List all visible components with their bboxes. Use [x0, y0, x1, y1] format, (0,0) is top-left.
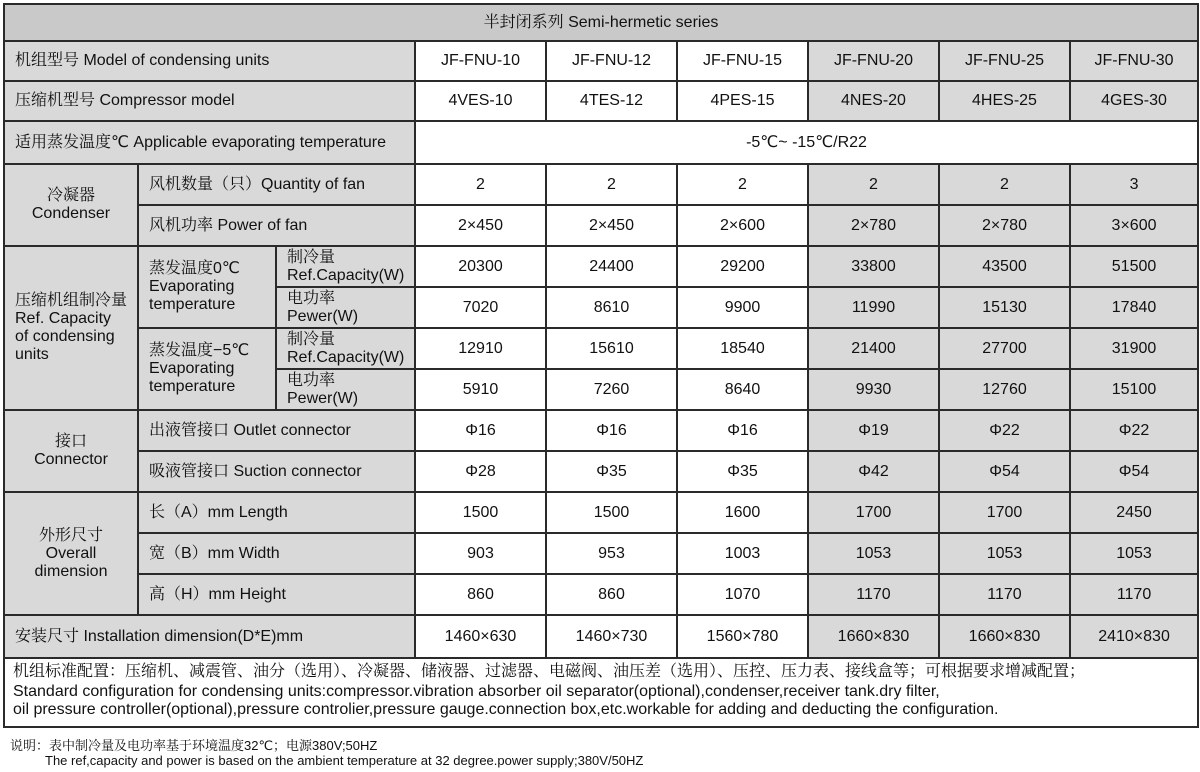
height-cell: 1070 [677, 574, 808, 615]
table-row [4, 658, 1198, 727]
row-label-width: 宽（B）mm Width [138, 533, 415, 574]
capacity-label-en3: units [15, 346, 49, 363]
ref0-cell: 29200 [677, 246, 808, 287]
row-label-height: 高（H）mm Height [138, 574, 415, 615]
fan-qty-cell: 3 [1070, 164, 1198, 205]
ref0-cell: 33800 [808, 246, 939, 287]
ref-label-en: Ref.Capacity(W) [287, 266, 405, 284]
temp0-label-en1: Evaporating [149, 278, 235, 295]
temp5-label-cn: 蒸发温度−5℃ [149, 342, 250, 359]
ref-capacity-label [276, 246, 415, 287]
table-row [4, 451, 1198, 492]
row-label-fan-qty: 风机数量（只）Quantity of fan [138, 164, 415, 205]
height-cell: 860 [546, 574, 677, 615]
fan-qty-cell: 2 [808, 164, 939, 205]
fan-power-cell: 2×450 [546, 205, 677, 246]
width-cell: 1053 [939, 533, 1070, 574]
model-cell: JF-FNU-20 [808, 41, 939, 81]
install-cell: 2410×830 [1070, 615, 1198, 658]
model-cell: JF-FNU-12 [546, 41, 677, 81]
install-cell: 1560×780 [677, 615, 808, 658]
length-cell: 1600 [677, 492, 808, 533]
fan-power-cell: 2×780 [808, 205, 939, 246]
suction-cell: Φ42 [808, 451, 939, 492]
outlet-cell: Φ22 [1070, 410, 1198, 451]
condenser-label-en: Condenser [31, 205, 111, 222]
table-row [4, 81, 1198, 121]
table-row [4, 246, 1198, 287]
group-label-capacity [4, 246, 138, 410]
model-cell: JF-FNU-10 [415, 41, 546, 81]
compressor-cell: 4PES-15 [677, 81, 808, 121]
pow0-cell: 17840 [1070, 287, 1198, 328]
pow-label-cn: 电功率 [287, 371, 336, 389]
model-cell: JF-FNU-25 [939, 41, 1070, 81]
pow0-cell: 8610 [546, 287, 677, 328]
table-row [4, 574, 1198, 615]
pow0-cell: 7020 [415, 287, 546, 328]
standard-config-en2: oil pressure controller(optional),pressure controlier,pressure gauge.connection box,etc.workable for adding and deducting the configuration. [13, 701, 999, 718]
footnote-en: The ref,capacity and power is based on the ambient temperature at 32 degree.power supply;380V/50HZ [45, 753, 644, 768]
standard-config [4, 658, 1198, 727]
length-cell: 1500 [415, 492, 546, 533]
table-row [4, 164, 1198, 205]
model-cell: JF-FNU-15 [677, 41, 808, 81]
connector-label-cn: 接口 [54, 433, 87, 450]
compressor-cell: 4GES-30 [1070, 81, 1198, 121]
capacity-label-cn: 压缩机组制冷量 [15, 292, 128, 309]
suction-cell: Φ54 [1070, 451, 1198, 492]
capacity-label-en2: of condensing [15, 328, 115, 345]
row-label-outlet: 出液管接口 Outlet connector [138, 410, 415, 451]
pow-label-en: Pewer(W) [287, 307, 359, 325]
pow-label-cn: 电功率 [287, 289, 336, 307]
pow0-cell: 9900 [677, 287, 808, 328]
suction-cell: Φ28 [415, 451, 546, 492]
ref-capacity-label [276, 328, 415, 369]
temp0-label-cn: 蒸发温度0℃ [149, 260, 240, 277]
model-cell: JF-FNU-30 [1070, 41, 1198, 81]
standard-config-en1: Standard configuration for condensing units:compressor.vibration absorber oil separator(optional),condenser,receiver tank.dry filter, [13, 683, 940, 700]
length-cell: 1700 [808, 492, 939, 533]
ref-label-cn: 制冷量 [287, 330, 336, 348]
row-label-compressor: 压缩机型号 Compressor model [4, 81, 415, 121]
install-cell: 1660×830 [808, 615, 939, 658]
table-row [4, 492, 1198, 533]
ref0-cell: 24400 [546, 246, 677, 287]
height-cell: 1170 [939, 574, 1070, 615]
row-label-evap-temp: 适用蒸发温度℃ Applicable evaporating temperature [4, 121, 415, 164]
evap-temp-0-label [138, 246, 276, 328]
pow5-cell: 15100 [1070, 369, 1198, 410]
temp5-label-en2: temperature [149, 378, 236, 395]
dimension-label-cn: 外形尺寸 [38, 526, 103, 544]
fan-power-cell: 2×600 [677, 205, 808, 246]
pow5-cell: 8640 [677, 369, 808, 410]
ref0-cell: 20300 [415, 246, 546, 287]
ref5-cell: 21400 [808, 328, 939, 369]
group-label-dimension [4, 492, 138, 615]
spec-table [3, 3, 1199, 728]
row-label-model: 机组型号 Model of condensing units [4, 41, 415, 81]
footnote [10, 738, 643, 768]
row-label-suction: 吸液管接口 Suction connector [138, 451, 415, 492]
dimension-label-en2: dimension [34, 562, 108, 580]
install-cell: 1660×830 [939, 615, 1070, 658]
pow5-cell: 12760 [939, 369, 1070, 410]
ref5-cell: 18540 [677, 328, 808, 369]
group-label-connector [4, 410, 138, 492]
evap-temp-value: -5℃~ -15℃/R22 [415, 121, 1198, 164]
outlet-cell: Φ16 [415, 410, 546, 451]
pow5-cell: 9930 [808, 369, 939, 410]
ref-label-en: Ref.Capacity(W) [287, 348, 405, 366]
ref5-cell: 15610 [546, 328, 677, 369]
pow5-cell: 7260 [546, 369, 677, 410]
ref-label-cn: 制冷量 [287, 248, 336, 266]
table-row [4, 121, 1198, 164]
pow-label-en: Pewer(W) [287, 389, 359, 407]
height-cell: 1170 [1070, 574, 1198, 615]
ref0-cell: 51500 [1070, 246, 1198, 287]
table-title: 半封闭系列 Semi-hermetic series [4, 4, 1198, 41]
outlet-cell: Φ22 [939, 410, 1070, 451]
width-cell: 953 [546, 533, 677, 574]
width-cell: 903 [415, 533, 546, 574]
temp5-label-en1: Evaporating [149, 360, 235, 377]
fan-qty-cell: 2 [546, 164, 677, 205]
compressor-cell: 4TES-12 [546, 81, 677, 121]
connector-label-en: Connector [34, 451, 108, 468]
fan-power-cell: 2×780 [939, 205, 1070, 246]
table-row [4, 205, 1198, 246]
fan-qty-cell: 2 [415, 164, 546, 205]
fan-qty-cell: 2 [677, 164, 808, 205]
capacity-label-en1: Ref. Capacity [15, 310, 112, 327]
footnote-cn: 说明：表中制冷量及电功率基于环境温度32℃；电源380V;50HZ [10, 738, 378, 753]
width-cell: 1003 [677, 533, 808, 574]
row-label-length: 长（A）mm Length [138, 492, 415, 533]
outlet-cell: Φ16 [677, 410, 808, 451]
fan-qty-cell: 2 [939, 164, 1070, 205]
length-cell: 1500 [546, 492, 677, 533]
install-cell: 1460×630 [415, 615, 546, 658]
ref5-cell: 31900 [1070, 328, 1198, 369]
suction-cell: Φ35 [546, 451, 677, 492]
compressor-cell: 4HES-25 [939, 81, 1070, 121]
compressor-cell: 4NES-20 [808, 81, 939, 121]
height-cell: 860 [415, 574, 546, 615]
table-row [4, 328, 1198, 369]
temp0-label-en2: temperature [149, 296, 236, 313]
row-label-fan-power: 风机功率 Power of fan [138, 205, 415, 246]
compressor-cell: 4VES-10 [415, 81, 546, 121]
fan-power-cell: 2×450 [415, 205, 546, 246]
fan-power-cell: 3×600 [1070, 205, 1198, 246]
width-cell: 1053 [1070, 533, 1198, 574]
table-row [4, 533, 1198, 574]
table-row [4, 41, 1198, 81]
table-row [4, 410, 1198, 451]
standard-config-cn: 机组标准配置：压缩机、减震管、油分（选用）、冷凝器、储液器、过滤器、电磁阀、油压差（选用）、压控、压力表、接线盒等；可根据要求增减配置； [13, 663, 1086, 680]
outlet-cell: Φ16 [546, 410, 677, 451]
evap-temp-5-label [138, 328, 276, 410]
table-row [4, 615, 1198, 658]
height-cell: 1170 [808, 574, 939, 615]
ref5-cell: 27700 [939, 328, 1070, 369]
dimension-label-en1: Overall [45, 544, 97, 562]
power-label [276, 287, 415, 328]
suction-cell: Φ54 [939, 451, 1070, 492]
outlet-cell: Φ19 [808, 410, 939, 451]
power-label [276, 369, 415, 410]
length-cell: 1700 [939, 492, 1070, 533]
group-label-condenser [4, 164, 138, 246]
ref0-cell: 43500 [939, 246, 1070, 287]
length-cell: 2450 [1070, 492, 1198, 533]
pow0-cell: 11990 [808, 287, 939, 328]
install-cell: 1460×730 [546, 615, 677, 658]
condenser-label-cn: 冷凝器 [46, 187, 95, 204]
ref5-cell: 12910 [415, 328, 546, 369]
row-label-install: 安装尺寸 Installation dimension(D*E)mm [4, 615, 415, 658]
pow0-cell: 15130 [939, 287, 1070, 328]
pow5-cell: 5910 [415, 369, 546, 410]
suction-cell: Φ35 [677, 451, 808, 492]
width-cell: 1053 [808, 533, 939, 574]
